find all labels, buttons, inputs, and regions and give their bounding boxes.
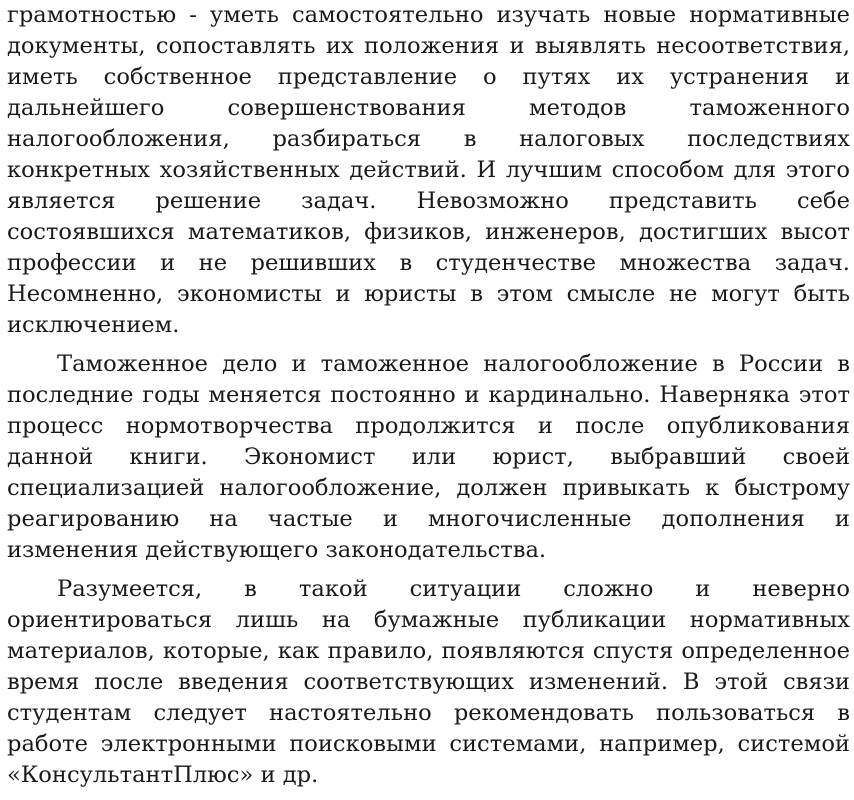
paragraph-customs-taxation: Таможенное дело и таможенное налогообложение в России в последние годы меняется постоянно и кардинально. Наверняка этот процесс нормотворчества продолжится и после опубликования данной книги. Экономист или юрист, выбравший своей специализацией налогообложение, должен привыкать к быстрому реагированию на частые и многочисленные дополнения и изменения действующего законодательства. xyxy=(7,351,850,563)
paragraph-continuation: грамотностью - уметь самостоятельно изучать новые нормативные документы, сопоставлять их положения и выявлять несоответствия, иметь собственное представление о путях их устранения и дальнейшего совершенствования методов таможенного налогообложения, разбираться в налоговых последствиях конкретных хозяйственных действий. И лучшим способом для этого является решение задач. Невозможно представить себе состоявшихся математиков, физиков, инженеров, достигших высот профессии и не решивших в студенчестве множества задач. Несомненно, экономисты и юристы в этом смысле не могут быть исключением. xyxy=(7,2,850,338)
document-page xyxy=(7,0,850,791)
paragraph-electronic-systems: Разумеется, в такой ситуации сложно и неверно ориентироваться лишь на бумажные публикации нормативных материалов, которые, как правило, появляются спустя определенное время после введения соответствующих изменений. В этой связи студентам следует настоятельно рекомендовать пользоваться в работе электронными поисковыми системами, например, системой «КонсультантПлюс» и др. xyxy=(7,576,850,788)
